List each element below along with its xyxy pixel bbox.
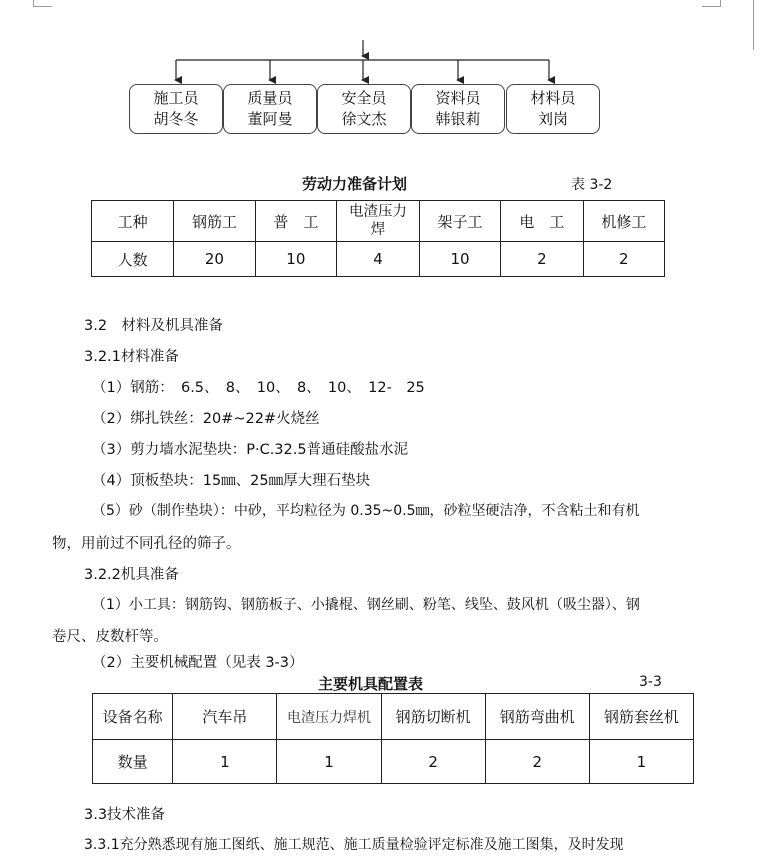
org-role: 安全员 <box>341 89 387 107</box>
table-header-cell: 电渣压力焊机 <box>277 694 381 740</box>
table-header-cell: 机修工 <box>583 201 664 242</box>
table-row <box>92 242 665 277</box>
table-cell: 10 <box>419 242 500 277</box>
material-item-5-cont: 物，用前过不同孔径的筛子。 <box>52 536 241 552</box>
section-heading-3-3: 3.3技术准备 <box>84 807 166 823</box>
equipment-table <box>92 693 694 784</box>
table-header-cell: 钢筋切断机 <box>381 694 485 740</box>
material-item-2: （2）绑扎铁丝：20#~22#火烧丝 <box>92 411 320 427</box>
table-header-cell: 汽车吊 <box>173 694 277 740</box>
org-person: 韩银莉 <box>435 110 481 128</box>
table-cell: 数量 <box>93 740 173 784</box>
tool-item-1: （1）小工具：钢筋钩、钢筋板子、小撬棍、钢丝刷、粉笔、线坠、鼓风机（吸尘器）、钢 <box>92 597 640 613</box>
table-cell: 20 <box>174 242 255 277</box>
table-cell: 1 <box>589 740 693 784</box>
table-cell: 2 <box>381 740 485 784</box>
table-header-cell: 钢筋工 <box>174 201 255 242</box>
material-item-3: （3）剪力墙水泥垫块：P·C.32.5普通硅酸盐水泥 <box>92 442 409 458</box>
org-box-quality <box>223 84 317 134</box>
org-person: 董阿曼 <box>247 110 293 128</box>
org-chart-connectors <box>0 0 779 90</box>
tool-item-2: （2）主要机械配置（见表 3-3） <box>92 655 304 671</box>
labor-table-number: 表 3-2 <box>571 177 613 193</box>
material-item-1: （1）钢筋： 6.5、 8、 10、 8、 10、 12- 25 <box>92 380 425 396</box>
table-cell: 2 <box>485 740 589 784</box>
table-header-cell: 工种 <box>92 201 174 242</box>
header-wrap-text: 电渣压力焊 <box>348 204 407 238</box>
section-heading-3-2: 3.2 材料及机具准备 <box>84 318 224 334</box>
table-cell: 1 <box>277 740 381 784</box>
org-role: 材料员 <box>530 89 576 107</box>
org-person: 胡冬冬 <box>153 110 199 128</box>
table-header-cell: 普 工 <box>255 201 336 242</box>
section-heading-3-2-2: 3.2.2机具准备 <box>84 567 179 583</box>
labor-plan-table <box>91 200 665 277</box>
table-cell: 人数 <box>92 242 174 277</box>
org-box-materials <box>506 84 600 134</box>
org-person: 刘岗 <box>537 110 568 128</box>
table-header-cell: 电 工 <box>501 201 583 242</box>
table-cell: 10 <box>255 242 336 277</box>
org-person: 徐文杰 <box>341 110 387 128</box>
table-row <box>93 740 694 784</box>
equipment-table-number: 3-3 <box>639 674 662 690</box>
org-role: 质量员 <box>247 89 293 107</box>
org-role: 资料员 <box>435 89 481 107</box>
table-cell: 2 <box>501 242 583 277</box>
org-role: 施工员 <box>153 89 199 107</box>
table-cell: 2 <box>583 242 664 277</box>
table-cell: 1 <box>173 740 277 784</box>
section-heading-3-2-1: 3.2.1材料准备 <box>84 349 179 365</box>
table-row <box>92 201 665 242</box>
org-box-records <box>411 84 505 134</box>
table-row <box>93 694 694 740</box>
org-box-construction <box>129 84 223 134</box>
table-header-cell: 钢筋套丝机 <box>589 694 693 740</box>
material-item-4: （4）顶板垫块：15㎜、25㎜厚大理石垫块 <box>92 473 371 489</box>
table-header-cell: 设备名称 <box>93 694 173 740</box>
material-item-5: （5）砂（制作垫块）：中砂，平均粒径为 0.35~0.5㎜，砂粒坚硬洁净，不含粘土和有机 <box>92 503 640 519</box>
org-box-safety <box>317 84 411 134</box>
table-cell: 4 <box>337 242 420 277</box>
tool-item-1-cont: 卷尺、皮数杆等。 <box>52 629 168 645</box>
equipment-table-title: 主要机具配置表 <box>318 675 424 693</box>
section-paragraph-3-3-1: 3.3.1充分熟悉现有施工图纸、施工规范、施工质量检验评定标准及施工图集，及时发现 <box>84 837 624 853</box>
labor-table-title: 劳动力准备计划 <box>302 175 408 193</box>
table-header-cell <box>337 201 420 242</box>
table-header-cell: 钢筋弯曲机 <box>485 694 589 740</box>
table-header-cell: 架子工 <box>419 201 500 242</box>
